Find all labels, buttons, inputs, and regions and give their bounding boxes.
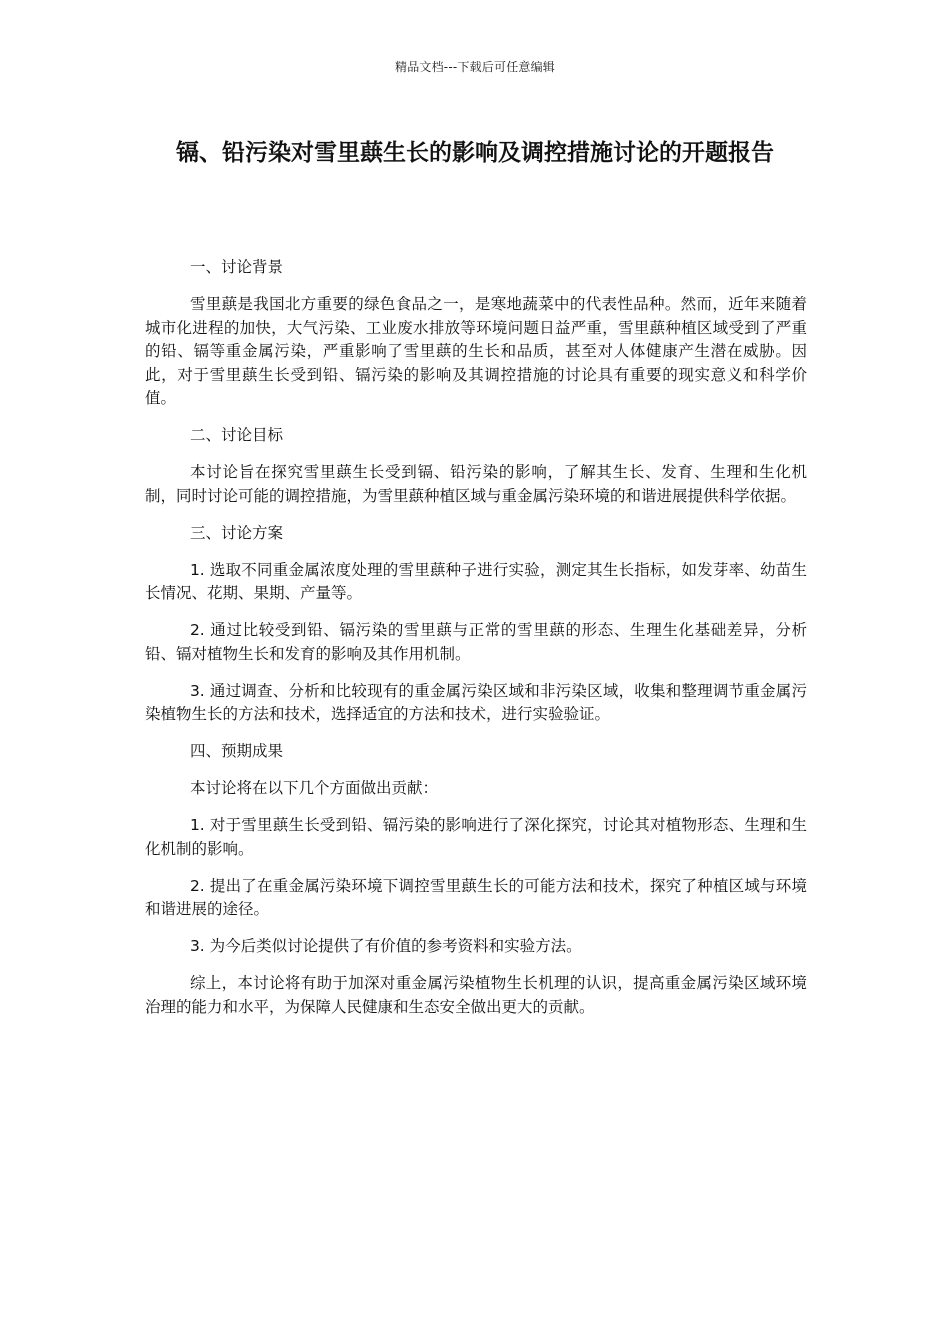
outcome-item-1: 1. 对于雪里蕻生长受到铅、镉污染的影响进行了深化探究，讨论其对植物形态、生理和生化机制的影响。 xyxy=(145,816,807,858)
paragraph-conclusion: 综上，本讨论将有助于加深对重金属污染植物生长机理的认识，提高重金属污染区域环境治理的能力和水平，为保障人民健康和生态安全做出更大的贡献。 xyxy=(145,974,807,1016)
section-heading-outcomes: 四、预期成果 xyxy=(189,742,283,760)
document-title: 镉、铅污染对雪里蕻生长的影响及调控措施讨论的开题报告 xyxy=(176,140,774,166)
document-body xyxy=(145,256,807,1033)
paragraph-objectives: 本讨论旨在探究雪里蕻生长受到镉、铅污染的影响，了解其生长、发育、生理和生化机制，同时讨论可能的调控措施，为雪里蕻种植区域与重金属污染环境的和谐进展提供科学依据。 xyxy=(145,463,807,505)
plan-item-1: 1. 选取不同重金属浓度处理的雪里蕻种子进行实验，测定其生长指标，如发芽率、幼苗生长情况、花期、果期、产量等。 xyxy=(145,560,807,602)
section-heading-background: 一、讨论背景 xyxy=(189,258,283,276)
section-heading-objectives: 二、讨论目标 xyxy=(189,426,283,444)
section-heading-plan: 三、讨论方案 xyxy=(189,523,283,542)
plan-item-2: 2. 通过比较受到铅、镉污染的雪里蕻与正常的雪里蕻的形态、生理生化基础差异，分析铅、镉对植物生长和发育的影响及其作用机制。 xyxy=(145,621,807,663)
header-note: 精品文档---下载后可任意编辑 xyxy=(395,60,555,74)
paragraph-background: 雪里蕻是我国北方重要的绿色食品之一，是寒地蔬菜中的代表性品种。然而，近年来随着城市化进程的加快，大气污染、工业废水排放等环境问题日益严重，雪里蕻种植区域受到了严重的铅、镉等重金属污染，严重影响了雪里蕻的生长和品质，甚至对人体健康产生潜在威胁。因此，对于雪里蕻生长受到铅、镉污染的影响及其调控措施的讨论具有重要的现实意义和科学价值。 xyxy=(145,295,807,407)
plan-item-3: 3. 通过调查、分析和比较现有的重金属污染区域和非污染区域，收集和整理调节重金属污染植物生长的方法和技术，选择适宜的方法和技术，进行实验验证。 xyxy=(145,681,807,723)
outcome-item-2: 2. 提出了在重金属污染环境下调控雪里蕻生长的可能方法和技术，探究了种植区域与环境和谐进展的途径。 xyxy=(145,876,807,918)
outcome-item-3: 3. 为今后类似讨论提供了有价值的参考资料和实验方法。 xyxy=(189,937,582,955)
outcomes-intro: 本讨论将在以下几个方面做出贡献： xyxy=(189,779,438,797)
